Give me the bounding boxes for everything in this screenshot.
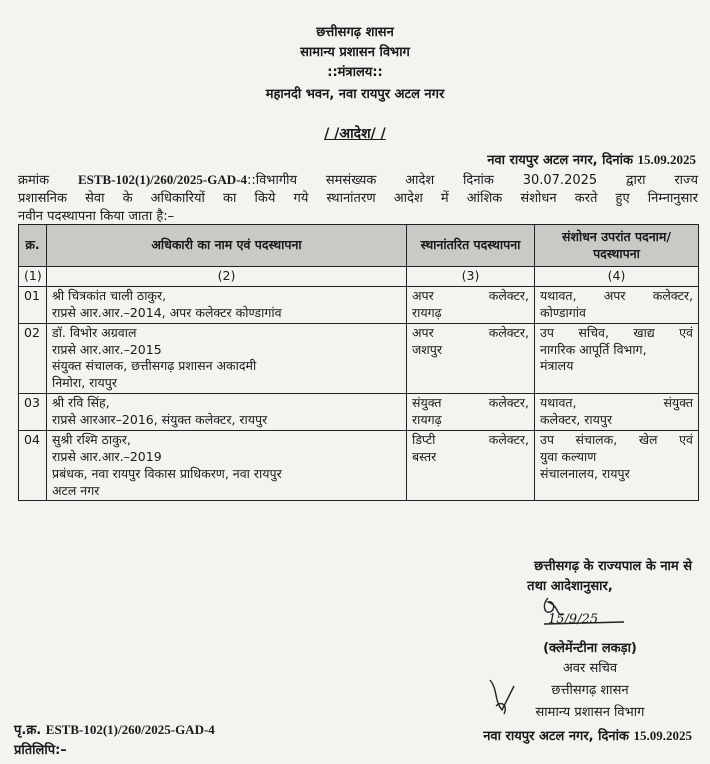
cell-line: श्री चित्रकांत चाली ठाकुर, [52,287,167,303]
cell-line: श्री रवि सिंह, [52,395,110,411]
cell-line: रायगढ़ [412,412,442,427]
col-num: (1) [19,267,47,287]
header-serial: क्र. [19,225,47,267]
cell-line: संचालनालय, रायपुर [540,465,630,481]
by-order-line: तथा आदेशानुसार, [527,579,613,594]
cell-line: कलेक्टर, रायपुर [540,412,613,427]
cell-line: राप्रसे आर.आर.–2015 [52,341,162,357]
cell-line: जशपुर [412,341,442,357]
endorsement-ref: पृ.क्र. ESTB-102(1)/260/2025-GAD-4 [14,722,215,738]
header-ministry: ::मंत्रालय:: [327,65,383,80]
cell-line: यथावत, अपर कलेक्टर, [540,287,693,303]
header-address: महानदी भवन, नवा रायपुर अटल नगर [265,87,445,102]
cell-serial: 01 [19,286,47,323]
cell-line: नागरिक आपूर्ति विभाग, [540,341,647,357]
table-row [19,394,699,431]
cell-line: कोण्डागांव [540,304,586,320]
cell-line: डॉ. विभोर अग्रवाल [52,324,137,340]
signatory-org-1: छत्तीसगढ़ शासन [551,683,629,698]
header-transferred: स्थानांतरित पदस्थापना [407,225,535,267]
cell-line: डिप्टी कलेक्टर, [412,431,529,447]
governor-order-line: छत्तीसगढ़ के राज्यपाल के नाम से [534,559,692,574]
cell-revised [535,286,699,323]
handwritten-date: 15/9/25 [548,612,599,627]
cell-line: निमोरा, रायपुर [52,375,117,391]
order-place-date: नवा रायपुर अटल नगर, दिनांक 15.09.2025 [487,152,696,168]
header-government: छत्तीसगढ़ शासन [316,25,394,40]
transfer-table [18,224,699,501]
cell-officer [47,430,407,501]
table-row [19,323,699,394]
cell-line: रायगढ़ [412,304,442,320]
header-department: सामान्य प्रशासन विभाग [300,45,410,60]
cell-transferred [407,430,535,501]
cell-line: मंत्रालय [540,358,574,374]
cell-serial: 03 [19,394,47,431]
cell-transferred [407,323,535,394]
cell-line: राप्रसे आर.आर.–2014, अपर कलेक्टर कोण्डागांव [52,304,282,320]
header-officer: अधिकारी का नाम एवं पदस्थापना [47,225,407,267]
order-title: / /आदेश/ / [324,126,386,142]
cell-line: अटल नगर [52,482,100,498]
cell-line: सुश्री रश्मि ठाकुर, [52,431,131,447]
cell-officer [47,286,407,323]
cell-line: अपर कलेक्टर, [412,287,529,303]
col-num: (2) [47,267,407,287]
cell-line: प्रबंधक, नवा रायपुर विकास प्राधिकरण, नवा रायपुर [52,465,282,481]
cell-line: उप संचालक, खेल एवं [540,431,693,447]
cell-revised [535,430,699,501]
order-number: ESTB-102(1)/260/2025-GAD-4 [77,172,247,187]
cell-line: उप सचिव, खाद्य एवं [540,324,693,340]
col-num: (4) [535,267,699,287]
cell-line: यथावत, संयुक्त [540,395,693,411]
cell-serial: 02 [19,323,47,394]
cell-transferred [407,286,535,323]
signatory-name: (क्लेमेंन्टीना लकड़ा) [543,641,637,656]
cell-officer [47,323,407,394]
cell-line: राप्रसे आर.आर.–2019 [52,448,162,464]
cell-serial: 04 [19,430,47,501]
intro-line-1: क्रमांक ESTB-102(1)/260/2025-GAD-4::विभागीय समसंख्यक आदेश दिनांक 30.07.2025 द्वारा राज्य [18,172,699,188]
col-num: (3) [407,267,535,287]
cell-officer [47,394,407,431]
cell-revised [535,394,699,431]
endorsement-place-date: नवा रायपुर अटल नगर, दिनांक 15.09.2025 [483,728,692,744]
table-row [19,430,699,501]
copy-to-label: प्रतिलिपि:– [14,743,67,758]
cell-line: युवा कल्याण [540,448,597,464]
header-revised: संशोधन उपरांत पदनाम/पदस्थापना [535,225,699,267]
intro-line-2: प्रशासनिक सेवा के अधिकारियों का किये गये स्थानांतरण आदेश में आंशिक संशोधन करते हुए निम्नानुसार [18,191,698,206]
signatory-designation: अवर सचिव [562,661,618,676]
table-row [19,286,699,323]
signatory-org-2: सामान्य प्रशासन विभाग [535,705,645,720]
cell-revised [535,323,699,394]
cell-line: संयुक्त कलेक्टर, [412,395,529,411]
intro-line-3: नवीन पदस्थापना किया जाता है:– [18,209,175,224]
cell-line: संयुक्त संचालक, छत्तीसगढ़ प्रशासन अकादमी [52,358,257,374]
column-number-row [19,267,699,287]
cell-transferred [407,394,535,431]
cell-line: राप्रसे आरआर–2016, संयुक्त कलेक्टर, रायपुर [52,412,268,427]
cell-line: अपर कलेक्टर, [412,324,529,340]
cell-line: बस्तर [412,448,437,464]
